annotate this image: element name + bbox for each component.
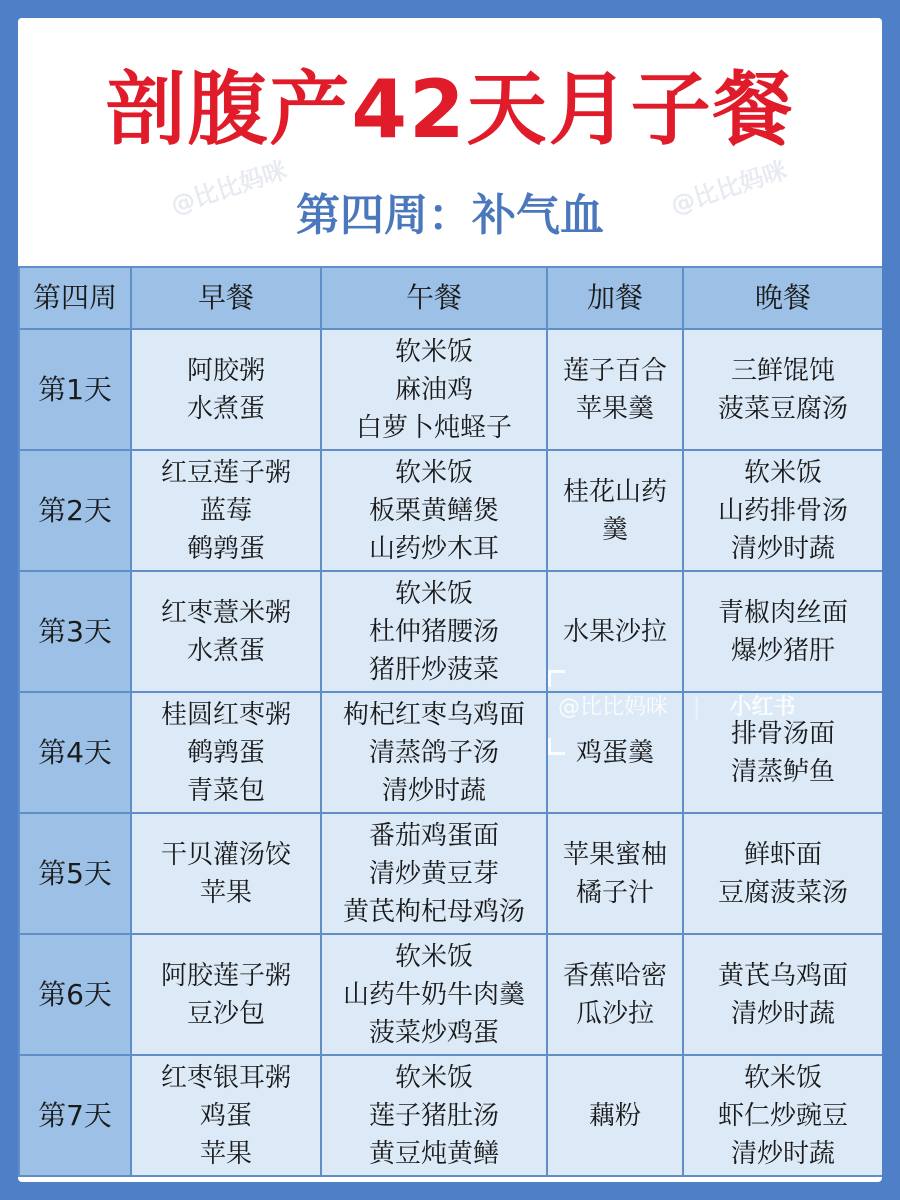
menu-item: 水果沙拉 [562,616,667,647]
watermark-right: @比比妈咪 [667,156,791,220]
menu-item: 阿胶莲子粥 [160,960,291,991]
menu-item: 黄芪乌鸡面 [717,960,848,991]
menu-card [18,18,882,1182]
table-row [19,329,882,450]
menu-item: 黄芪枸杞母鸡汤 [342,896,525,927]
menu-item: 麻油鸡 [394,374,473,405]
menu-item: 软米饭 [743,457,822,488]
snack-cell [547,934,683,1055]
table-row [19,571,882,692]
dinner-cell [683,1055,882,1176]
watermark-left: @比比妈咪 [167,156,291,220]
menu-item: 瓜沙拉 [575,998,654,1029]
menu-item: 黄豆炖黄鳝 [368,1138,499,1169]
day-cell: 第5天 [19,813,131,934]
menu-item: 苹果 [199,1138,252,1169]
breakfast-cell [131,692,321,813]
menu-item: 板栗黄鳝煲 [368,495,499,526]
menu-item: 鸡蛋羹 [575,737,654,768]
menu-item: 枸杞红枣乌鸡面 [342,699,525,730]
table-row [19,934,882,1055]
menu-item: 青椒肉丝面 [717,597,848,628]
menu-item: 白萝卜炖蛏子 [355,412,512,443]
day-cell: 第7天 [19,1055,131,1176]
breakfast-cell [131,1055,321,1176]
breakfast-cell [131,329,321,450]
lunch-cell [321,329,547,450]
menu-item: 菠菜豆腐汤 [717,393,848,424]
lunch-cell [321,692,547,813]
breakfast-cell [131,934,321,1055]
menu-item: 红枣薏米粥 [160,597,291,628]
snack-cell [547,571,683,692]
menu-item: 红豆莲子粥 [160,457,291,488]
table-row [19,450,882,571]
menu-item: 三鲜馄饨 [730,355,835,386]
menu-item: 鹌鹑蛋 [186,533,265,564]
menu-item: 清炒黄豆芽 [368,858,499,889]
menu-item: 鲜虾面 [743,839,822,870]
table-header-row [19,267,882,329]
menu-item: 清蒸鲈鱼 [730,756,835,787]
header [18,18,882,266]
snack-cell [547,450,683,571]
menu-item: 苹果蜜柚 [562,839,667,870]
menu-item: 山药排骨汤 [717,495,848,526]
meal-table [18,266,882,1177]
day-cell: 第4天 [19,692,131,813]
breakfast-cell [131,450,321,571]
menu-item: 香蕉哈密 [562,960,667,991]
menu-item: 红枣银耳粥 [160,1062,291,1093]
menu-item: 鹌鹑蛋 [186,737,265,768]
day-cell: 第1天 [19,329,131,450]
menu-item: 山药牛奶牛肉羹 [342,979,525,1010]
menu-item: 清炒时蔬 [730,533,835,564]
lunch-cell [321,934,547,1055]
menu-item: 软米饭 [394,941,473,972]
menu-item: 清炒时蔬 [730,998,835,1029]
header-breakfast: 早餐 [131,267,321,329]
menu-item: 虾仁炒豌豆 [717,1100,848,1131]
header-snack: 加餐 [547,267,683,329]
bracket-decor-bottom [548,738,565,755]
day-cell: 第6天 [19,934,131,1055]
menu-item: 苹果 [199,877,252,908]
menu-item: 桂圆红枣粥 [160,699,291,730]
menu-item: 莲子猪肚汤 [368,1100,499,1131]
snack-cell [547,1055,683,1176]
menu-item: 蓝莓 [199,495,252,526]
page-title: 剖腹产42天月子餐 [105,63,795,156]
header-dinner: 晚餐 [683,267,882,329]
menu-item: 青菜包 [186,775,265,806]
snack-cell [547,813,683,934]
menu-item: 羹 [601,514,628,545]
menu-item: 清炒时蔬 [381,775,486,806]
menu-item: 软米饭 [743,1062,822,1093]
day-cell: 第3天 [19,571,131,692]
table-row [19,1055,882,1176]
menu-item: 爆炒猪肝 [730,635,835,666]
menu-item: 藕粉 [588,1100,641,1131]
menu-item: 山药炒木耳 [368,533,499,564]
menu-item: 猪肝炒菠菜 [368,654,499,685]
menu-item: 阿胶粥 [186,355,265,386]
menu-item: 豆腐菠菜汤 [717,877,848,908]
breakfast-cell [131,813,321,934]
menu-item: 软米饭 [394,336,473,367]
lunch-cell [321,813,547,934]
header-lunch: 午餐 [321,267,547,329]
overlay-handle: @比比妈咪 [558,695,669,720]
menu-item: 清蒸鸽子汤 [368,737,499,768]
menu-item: 番茄鸡蛋面 [368,820,499,851]
table-row [19,813,882,934]
dinner-cell [683,450,882,571]
menu-item: 干贝灌汤饺 [160,839,291,870]
table-body [19,329,882,1176]
lunch-cell [321,571,547,692]
menu-item: 菠菜炒鸡蛋 [368,1017,499,1048]
menu-item: 软米饭 [394,578,473,609]
menu-item: 水煮蛋 [186,393,265,424]
dinner-cell [683,571,882,692]
page-subtitle: 第四周：补气血 [296,190,604,241]
bracket-decor-top [548,670,565,687]
menu-item: 豆沙包 [186,998,265,1029]
lunch-cell [321,1055,547,1176]
menu-item: 软米饭 [394,1062,473,1093]
menu-item: 排骨汤面 [730,718,835,749]
menu-item: 桂花山药 [562,476,667,507]
overlay-brand-logo: 小红书 [729,695,796,720]
menu-item: 软米饭 [394,457,473,488]
menu-item: 苹果羹 [575,393,654,424]
menu-item: 鸡蛋 [199,1100,252,1131]
menu-item: 水煮蛋 [186,635,265,666]
breakfast-cell [131,571,321,692]
overlay-separator: | [693,695,701,720]
snack-cell [547,329,683,450]
menu-item: 杜仲猪腰汤 [368,616,499,647]
day-cell: 第2天 [19,450,131,571]
menu-item: 橘子汁 [575,877,654,908]
menu-item: 清炒时蔬 [730,1138,835,1169]
dinner-cell [683,934,882,1055]
menu-item: 莲子百合 [562,355,667,386]
header-week: 第四周 [19,267,131,329]
dinner-cell [683,329,882,450]
dinner-cell [683,813,882,934]
overlay-watermark [558,690,795,721]
lunch-cell [321,450,547,571]
